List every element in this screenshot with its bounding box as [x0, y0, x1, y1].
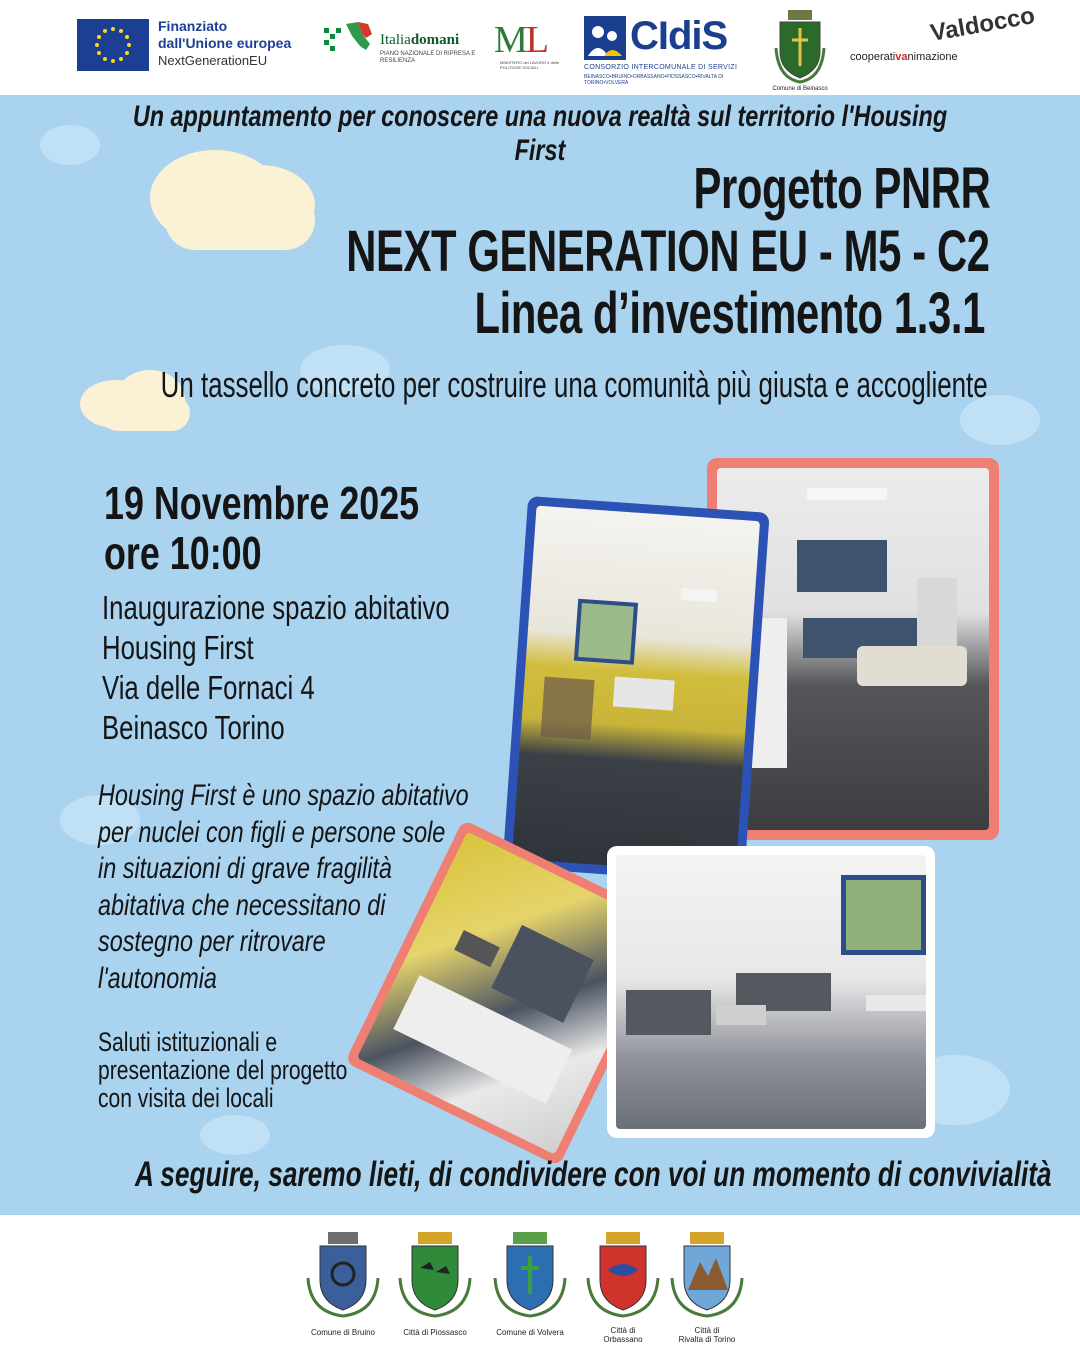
footer-message: A seguire, saremo lieti, di condividere con voi un momento di convivialità	[135, 1155, 1052, 1194]
crest-piossasco: Città di Piossasco	[390, 1228, 480, 1343]
crest-volvera: Comune di Volvera	[485, 1228, 575, 1343]
address-line: Beinasco Torino	[102, 709, 285, 746]
title-line-3: Linea d’investimento 1.3.1	[474, 281, 985, 346]
crest-orbassano: Città di Orbassano	[578, 1228, 668, 1343]
greetings-line: Saluti istituzionali e	[98, 1027, 278, 1057]
italy-map-icon	[322, 20, 376, 60]
eu-funding-text: Finanziato dall'Unione europea NextGenerationEU	[158, 18, 292, 68]
eu-flag-icon	[77, 19, 149, 71]
address-line: Via delle Fornaci 4	[102, 669, 315, 706]
crest-rivalta: Città di Rivalta di Torino	[662, 1228, 752, 1343]
beinasco-crest: Comune di Beinasco	[770, 8, 830, 93]
ministero-lavoro-logo: ML MINISTERO del LAVORO e delle POLITICHE SOCIALI	[494, 19, 560, 70]
bruino-crest-icon	[298, 1228, 388, 1318]
address-line: Inaugurazione spazio abitativo	[102, 589, 450, 626]
title-line-2: NEXT GENERATION EU - M5 - C2	[346, 219, 990, 284]
orbassano-crest-icon	[578, 1228, 668, 1318]
description-line: Housing First è uno spazio abitativo	[98, 779, 469, 812]
photo-living-frame	[607, 846, 935, 1138]
rivalta-crest-icon	[662, 1228, 752, 1318]
crest-icon	[770, 8, 830, 86]
people-icon	[584, 16, 626, 60]
title-line-1: Progetto PNRR	[693, 156, 990, 221]
description-line: in situazioni di grave fragilità	[98, 852, 392, 885]
greetings-line: con visita dei locali	[98, 1083, 274, 1113]
description-line: per nuclei con figli e persone sole	[98, 815, 446, 849]
tagline: Un tassello concreto per costruire una comunità più giusta e accogliente	[160, 364, 988, 405]
valdocco-logo: Valdocco cooperativanimazione	[850, 2, 1037, 63]
event-address	[102, 588, 522, 748]
italiadomani-logo: Italiadomani PIANO NAZIONALE DI RIPRESA E RESILIENZA	[322, 18, 482, 68]
description-line: l'autonomia	[98, 961, 217, 995]
photo-room	[512, 506, 760, 875]
cidis-logo: CIdiS CONSORZIO INTERCOMUNALE DI SERVIZI BEINASCO•BRUINO•ORBASSANO•PIOSSASCO•RIVALTA DI TORINO•VOLVERA	[584, 14, 738, 86]
description-line: sostegno per ritrovare	[98, 925, 326, 958]
address-line: Housing First	[102, 629, 254, 666]
crest-bruino: Comune di Bruino	[298, 1228, 388, 1343]
description-line: abitativa che necessitano di	[98, 888, 386, 922]
appointment-subtitle: Un appuntamento per conoscere una nuova realtà sul territorio l'Housing First	[132, 100, 948, 167]
photo-room-frame	[502, 496, 769, 884]
greetings-line: presentazione del progetto	[98, 1055, 348, 1085]
event-time: ore 10:00	[104, 527, 262, 579]
piossasco-crest-icon	[390, 1228, 480, 1318]
event-date: 19 Novembre 2025	[104, 477, 420, 529]
photo-living	[616, 855, 926, 1129]
volvera-crest-icon	[485, 1228, 575, 1318]
